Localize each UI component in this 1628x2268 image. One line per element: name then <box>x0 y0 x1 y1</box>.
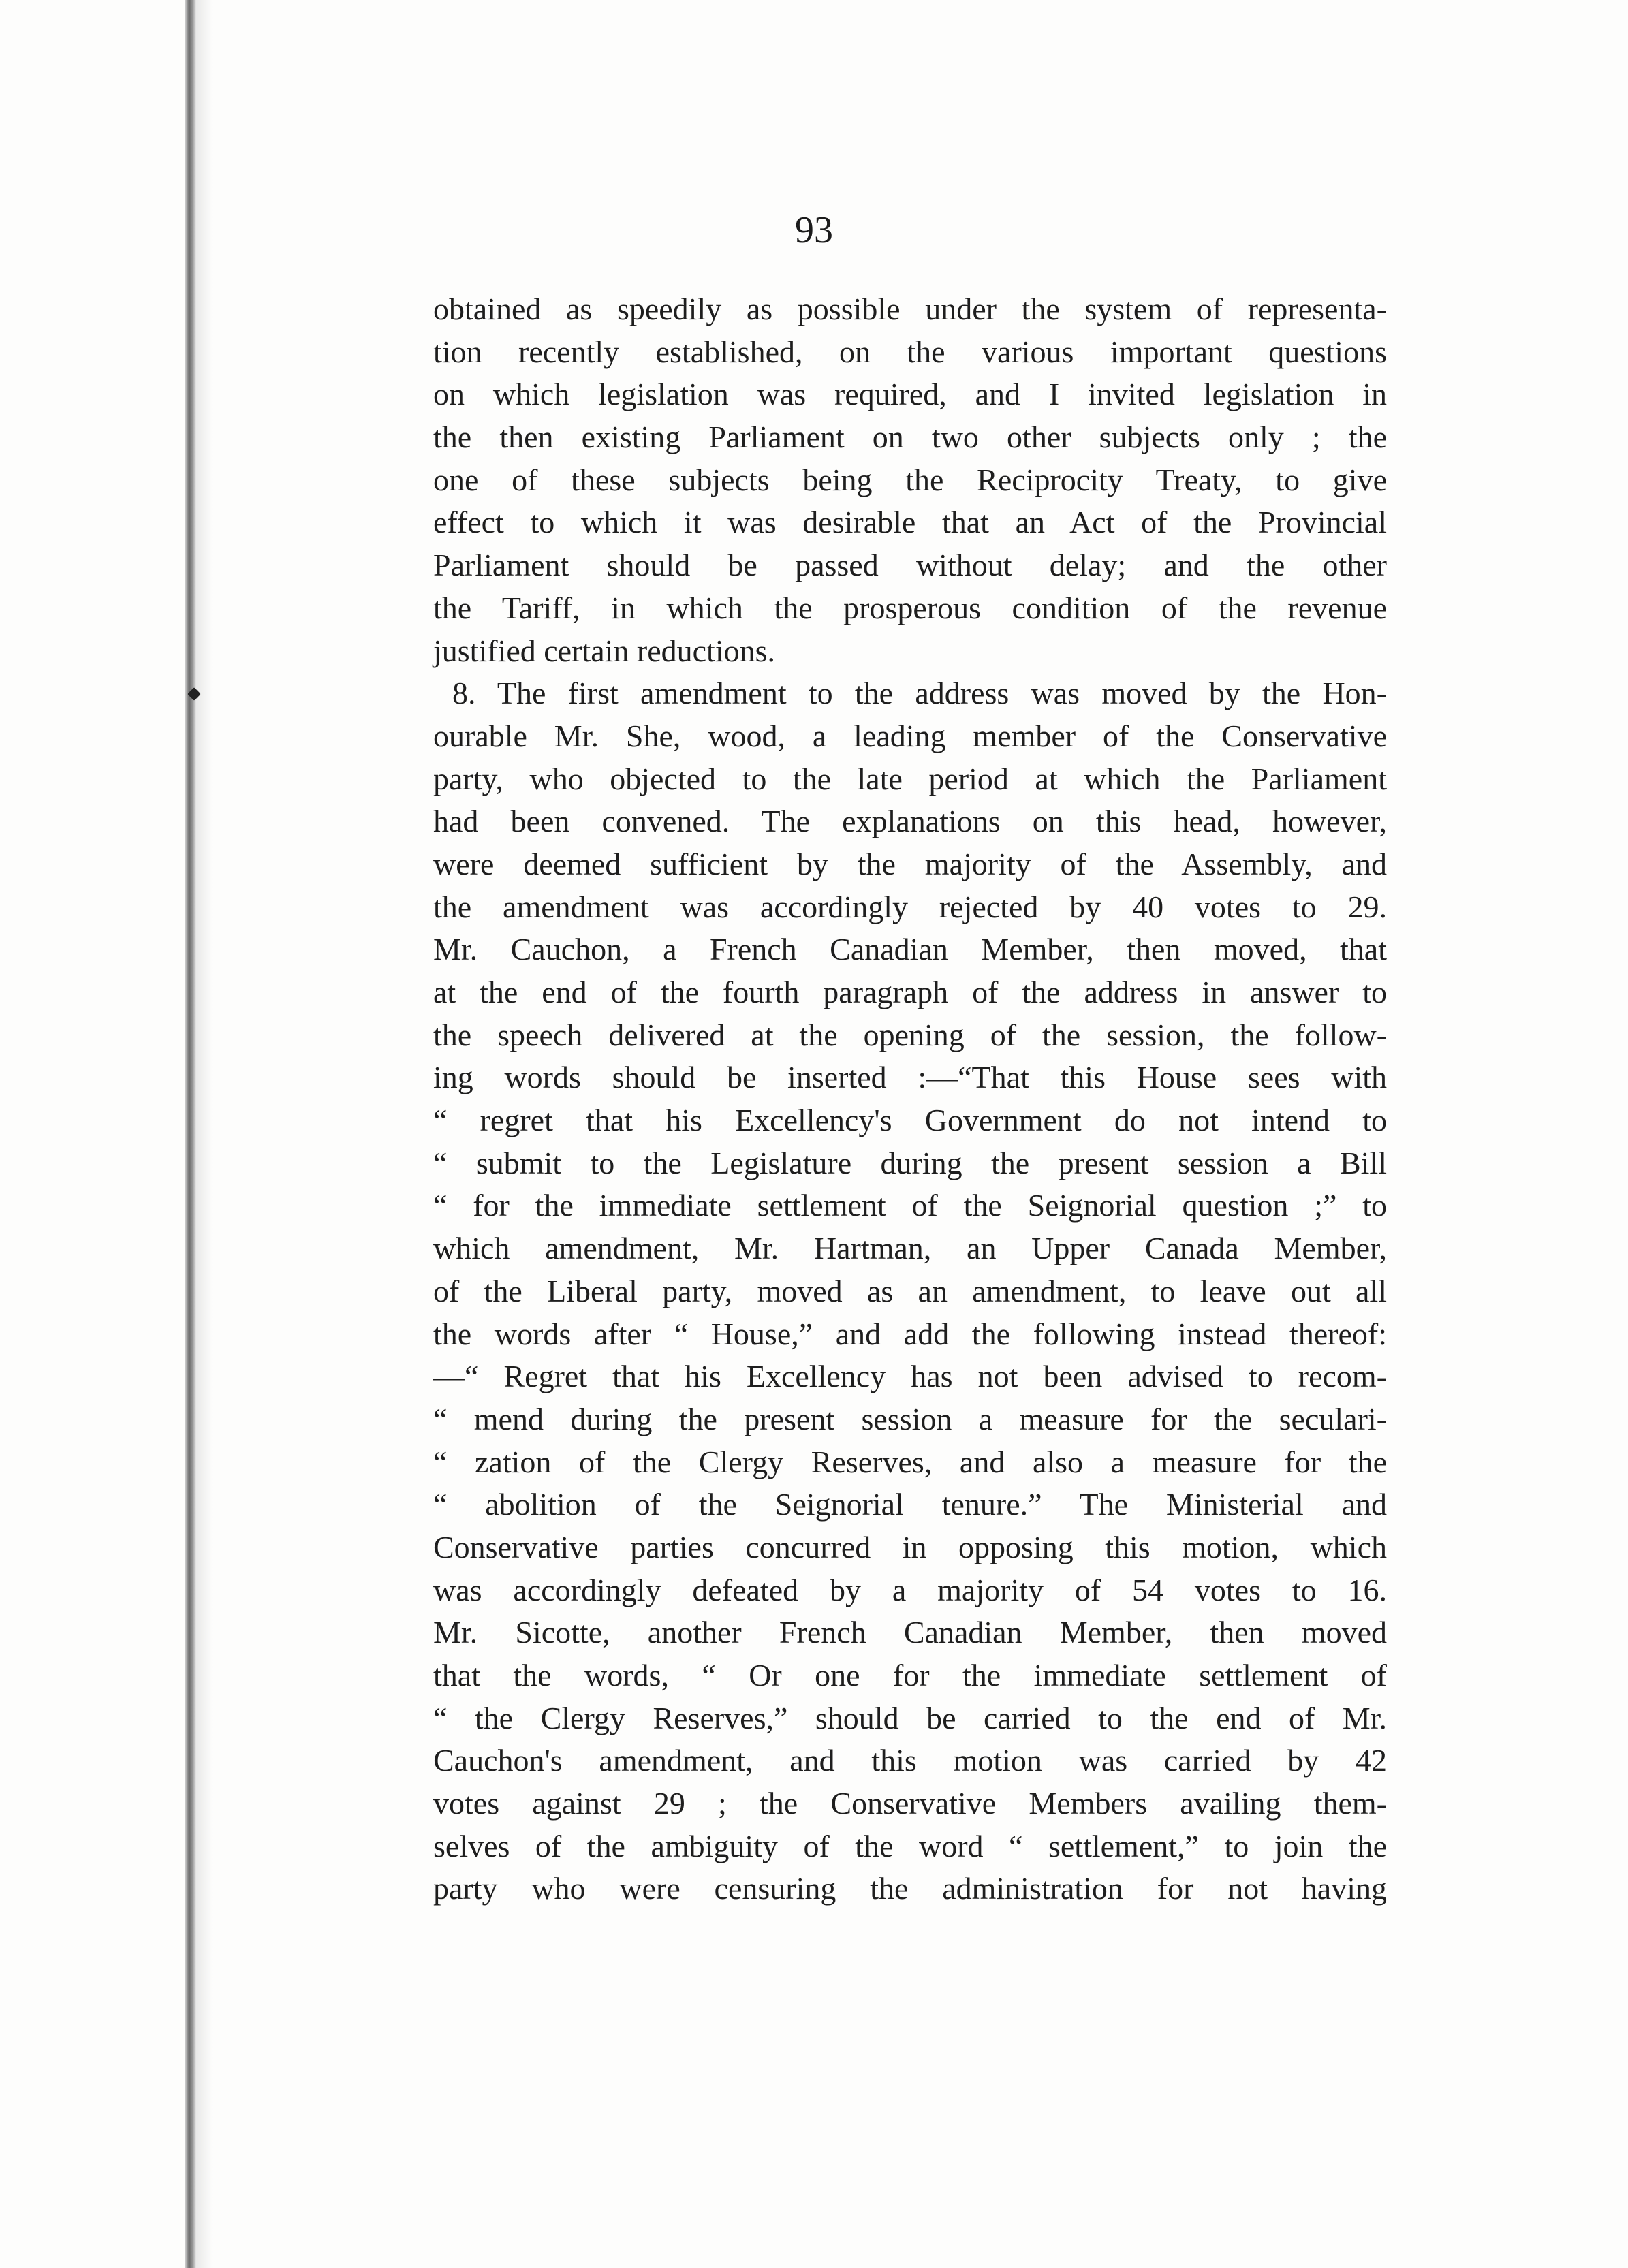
text-line: effect to which it was desirable that an Act of the Provincial <box>433 505 1387 540</box>
spine-shadow <box>196 0 213 2268</box>
text-line: were deemed sufficient by the majority of the Assembly, and <box>433 846 1387 881</box>
text-line: “ for the immediate settlement of the Seignorial question ;” to <box>433 1188 1387 1223</box>
text-line: had been convened. The explanations on this head, however, <box>433 804 1387 839</box>
text-line: of the Liberal party, moved as an amendment, to leave out all <box>433 1273 1387 1308</box>
page-number: 93 <box>795 209 833 251</box>
paragraph-start-line: 8. The first amendment to the address was moved by the Hon- <box>452 676 1387 711</box>
text-line: “ zation of the Clergy Reserves, and also a measure for the <box>433 1444 1387 1479</box>
text-line: “ mend during the present session a measure for the seculari- <box>433 1401 1387 1436</box>
text-line: justified certain reductions. <box>433 633 776 668</box>
text-line: party, who objected to the late period at which the Parliament <box>433 761 1387 796</box>
text-line: selves of the ambiguity of the word “ settlement,” to join the <box>433 1828 1387 1863</box>
text-line: obtained as speedily as possible under the system of representa- <box>433 292 1387 326</box>
text-line: the words after “ House,” and add the following instead thereof: <box>433 1316 1387 1351</box>
text-line: party who were censuring the administration for not having <box>433 1871 1387 1906</box>
text-line: Mr. Sicotte, another French Canadian Member, then moved <box>433 1615 1387 1650</box>
text-line: tion recently established, on the various important questions <box>433 334 1387 369</box>
book-spine <box>185 0 196 2268</box>
text-line: “ regret that his Excellency's Government do not intend to <box>433 1103 1387 1138</box>
text-line: “ the Clergy Reserves,” should be carried to the end of Mr. <box>433 1700 1387 1735</box>
text-line: Parliament should be passed without delay; and the other <box>433 548 1387 583</box>
text-line: Mr. Cauchon, a French Canadian Member, then moved, that <box>433 932 1387 967</box>
text-line: was accordingly defeated by a majority of 54 votes to 16. <box>433 1572 1387 1607</box>
text-line: —“ Regret that his Excellency has not been advised to recom- <box>433 1359 1387 1394</box>
text-line: on which legislation was required, and I invited legislation in <box>433 377 1387 412</box>
text-line: votes against 29 ; the Conservative Members availing them- <box>433 1786 1387 1821</box>
text-line: one of these subjects being the Reciprocity Treaty, to give <box>433 462 1387 497</box>
text-line: at the end of the fourth paragraph of the address in answer to <box>433 975 1387 1009</box>
text-line: ing words should be inserted :—“That this House sees with <box>433 1060 1387 1095</box>
body-text <box>433 288 1387 1910</box>
text-line: the speech delivered at the opening of the session, the follow- <box>433 1017 1387 1052</box>
text-line: “ abolition of the Seignorial tenure.” The Ministerial and <box>433 1487 1387 1522</box>
text-line: the then existing Parliament on two other subjects only ; the <box>433 420 1387 455</box>
text-line: ourable Mr. She, wood, a leading member of the Conservative <box>433 718 1387 753</box>
text-line: the Tariff, in which the prosperous condition of the revenue <box>433 590 1387 625</box>
text-line: “ submit to the Legislature during the present session a Bill <box>433 1145 1387 1180</box>
text-line: Conservative parties concurred in opposing this motion, which <box>433 1529 1387 1564</box>
text-line: the amendment was accordingly rejected by 40 votes to 29. <box>433 889 1387 924</box>
text-line: that the words, “ Or one for the immediate settlement of <box>433 1658 1387 1692</box>
text-line: which amendment, Mr. Hartman, an Upper Canada Member, <box>433 1231 1387 1266</box>
text-line: Cauchon's amendment, and this motion was carried by 42 <box>433 1743 1387 1778</box>
